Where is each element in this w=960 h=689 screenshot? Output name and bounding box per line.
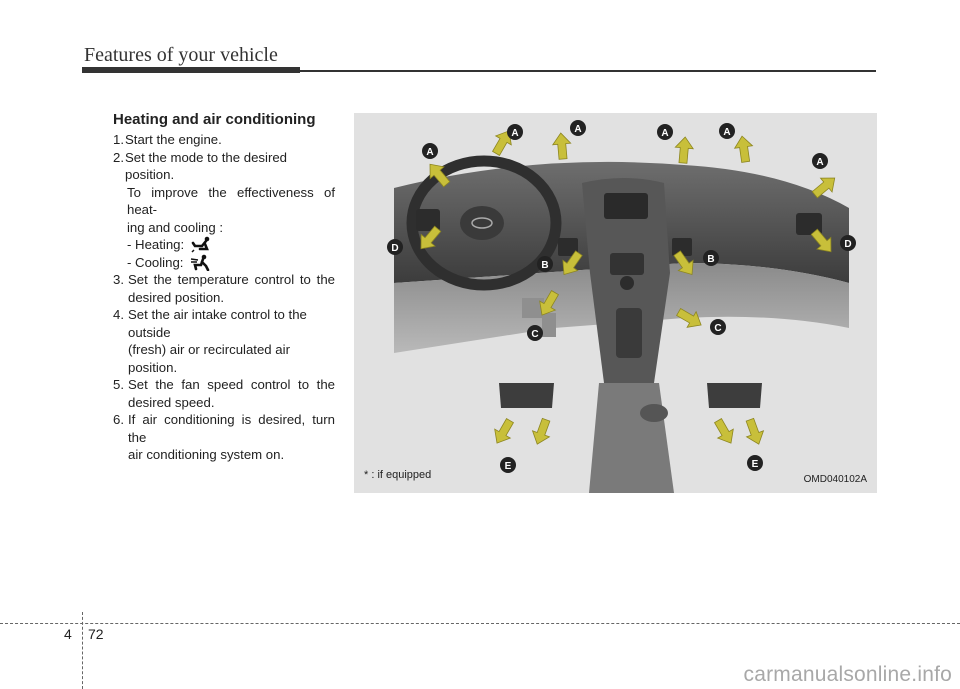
step-number: 2.	[113, 149, 124, 165]
header-rule-thin	[300, 70, 876, 72]
step-3	[113, 271, 335, 306]
step-text: Set the temperature control to the	[128, 272, 335, 287]
floor-mode-icon	[190, 236, 212, 253]
step-1	[113, 131, 335, 149]
step-text: air conditioning system on.	[128, 447, 285, 462]
vent-label-a	[507, 124, 523, 140]
vent-label-e	[747, 455, 763, 471]
footer-rule	[0, 623, 960, 624]
step-2-detail	[113, 184, 335, 237]
page-number: 72	[88, 626, 104, 642]
vent-label-a	[812, 153, 828, 169]
step-text: desired position.	[128, 289, 225, 305]
vent-label-b	[703, 250, 719, 266]
svg-text:A: A	[723, 127, 731, 138]
step-text: desired speed.	[128, 394, 215, 410]
svg-text:A: A	[816, 157, 824, 168]
svg-text:C: C	[714, 323, 722, 334]
svg-text:B: B	[541, 260, 549, 271]
step-number: 4.	[113, 307, 124, 322]
figure-code: OMD040102A	[803, 474, 867, 485]
chapter-number: 4	[64, 626, 72, 642]
vent-label-layer	[354, 113, 877, 493]
step-number: 3.	[113, 272, 124, 287]
vent-label-b	[537, 256, 553, 272]
svg-text:A: A	[661, 128, 669, 139]
heating-label: - Heating:	[127, 237, 185, 252]
vent-label-a	[422, 143, 438, 159]
watermark: carmanualsonline.info	[743, 663, 952, 686]
vent-label-c	[710, 319, 726, 335]
step-2	[113, 149, 335, 184]
step-text: Set the mode to the desired position.	[125, 149, 288, 182]
figure-footnote: * : if equipped	[364, 469, 432, 481]
vent-label-c	[527, 325, 543, 341]
svg-text:A: A	[574, 124, 582, 135]
svg-text:E: E	[504, 461, 512, 472]
step-text: (fresh) air or recirculated air position.	[128, 342, 290, 375]
step-text: Set the fan speed control to the	[128, 377, 335, 392]
svg-text:A: A	[511, 128, 519, 139]
svg-text:D: D	[391, 243, 399, 254]
step-number: 6.	[113, 412, 124, 427]
heating-mode-line	[113, 236, 335, 254]
step-2-detail-line: ing and cooling :	[127, 219, 224, 235]
step-text: Set the air intake control to the outside	[128, 307, 307, 340]
step-4	[113, 306, 335, 376]
cooling-mode-line	[113, 254, 335, 272]
svg-text:C: C	[531, 329, 539, 340]
running-header: Features of your vehicle	[84, 44, 278, 66]
vent-label-a	[657, 124, 673, 140]
header-rule-thick	[82, 67, 300, 73]
section-heading: Heating and air conditioning	[113, 111, 316, 128]
step-text: Start the engine.	[125, 132, 222, 147]
vent-label-e	[500, 457, 516, 473]
face-mode-icon	[189, 254, 211, 271]
step-number: 5.	[113, 377, 124, 392]
step-6	[113, 411, 335, 464]
svg-text:D: D	[844, 239, 852, 250]
vent-label-d	[387, 239, 403, 255]
dashboard-airflow-figure	[354, 113, 877, 493]
step-number: 1.	[113, 132, 124, 147]
vent-label-a	[719, 123, 735, 139]
step-text: If air conditioning is desired, turn the	[128, 412, 335, 445]
svg-text:B: B	[707, 254, 715, 265]
procedure-steps	[113, 131, 335, 464]
footer-divider	[82, 612, 83, 689]
svg-text:E: E	[751, 459, 759, 470]
svg-text:A: A	[426, 147, 434, 158]
vent-label-d	[840, 235, 856, 251]
step-5	[113, 376, 335, 411]
cooling-label: - Cooling:	[127, 254, 184, 270]
step-2-detail-line: To improve the effectiveness of heat-	[127, 184, 335, 217]
vent-label-a	[570, 120, 586, 136]
